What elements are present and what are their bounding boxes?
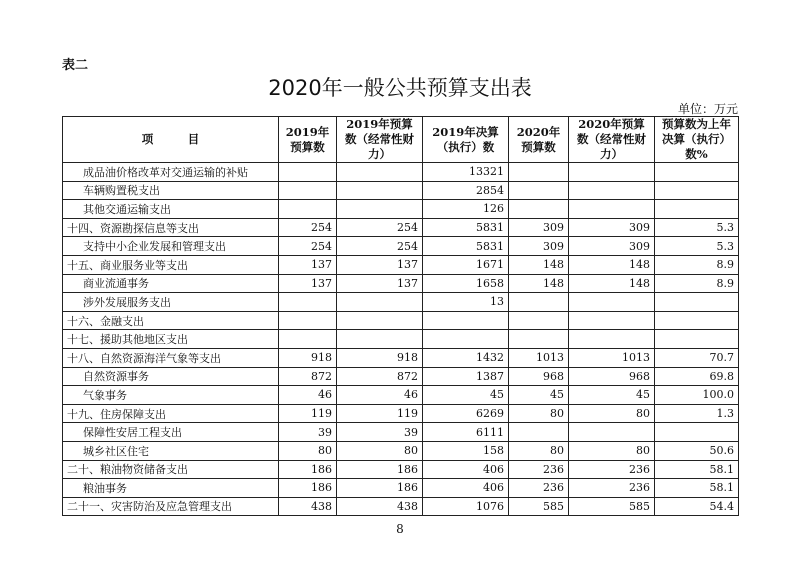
table-row (63, 386, 739, 405)
cell-2020-budget-recurring (569, 181, 655, 200)
cell-2019-budget-recurring: 918 (337, 348, 423, 367)
cell-ratio (655, 293, 739, 312)
cell-ratio: 100.0 (655, 386, 739, 405)
cell-ratio: 70.7 (655, 348, 739, 367)
cell-2019-final: 1076 (423, 497, 509, 516)
cell-ratio (655, 163, 739, 182)
cell-2019-budget-recurring (337, 163, 423, 182)
cell-ratio: 8.9 (655, 274, 739, 293)
cell-2020-budget-recurring: 236 (569, 479, 655, 498)
cell-2019-budget (279, 293, 337, 312)
cell-ratio: 5.3 (655, 218, 739, 237)
cell-2020-budget-recurring (569, 330, 655, 349)
cell-2019-budget: 119 (279, 404, 337, 423)
cell-2019-budget-recurring: 137 (337, 255, 423, 274)
cell-2020-budget: 80 (509, 404, 569, 423)
cell-ratio: 58.1 (655, 460, 739, 479)
cell-2020-budget (509, 181, 569, 200)
table-row (63, 330, 739, 349)
row-item-name: 十八、自然资源海洋气象等支出 (63, 348, 279, 367)
cell-2019-budget (279, 200, 337, 219)
cell-2019-budget-recurring: 438 (337, 497, 423, 516)
cell-2019-final: 5831 (423, 237, 509, 256)
cell-2020-budget-recurring (569, 293, 655, 312)
table-row (63, 367, 739, 386)
row-item-name: 二十一、灾害防治及应急管理支出 (63, 497, 279, 516)
column-header-2020-budget-recurring: 2020年预算数（经常性财力） (569, 117, 655, 163)
cell-2019-budget: 918 (279, 348, 337, 367)
cell-ratio: 5.3 (655, 237, 739, 256)
cell-2019-budget: 137 (279, 274, 337, 293)
row-item-name: 粮油事务 (63, 479, 279, 498)
cell-2020-budget-recurring: 148 (569, 274, 655, 293)
cell-2019-budget-recurring: 80 (337, 441, 423, 460)
row-item-name: 成品油价格改革对交通运输的补贴 (63, 163, 279, 182)
table-row (63, 423, 739, 442)
cell-2020-budget-recurring: 1013 (569, 348, 655, 367)
cell-2019-budget: 872 (279, 367, 337, 386)
cell-2020-budget: 236 (509, 479, 569, 498)
cell-2020-budget-recurring (569, 311, 655, 330)
cell-2020-budget: 45 (509, 386, 569, 405)
cell-2019-budget-recurring (337, 311, 423, 330)
cell-2019-budget (279, 311, 337, 330)
cell-2020-budget (509, 423, 569, 442)
cell-2020-budget: 80 (509, 441, 569, 460)
cell-2019-budget-recurring (337, 181, 423, 200)
cell-2019-final: 13 (423, 293, 509, 312)
table-body (63, 163, 739, 516)
table-row (63, 163, 739, 182)
row-item-name: 十九、住房保障支出 (63, 404, 279, 423)
cell-2020-budget: 1013 (509, 348, 569, 367)
table-row (63, 274, 739, 293)
cell-2019-final: 406 (423, 460, 509, 479)
cell-2019-budget: 254 (279, 218, 337, 237)
document-title: 2020年一般公共预算支出表 (268, 76, 532, 100)
cell-2019-budget: 186 (279, 460, 337, 479)
cell-2019-budget-recurring: 186 (337, 460, 423, 479)
cell-2019-budget-recurring (337, 293, 423, 312)
cell-2019-budget-recurring: 39 (337, 423, 423, 442)
table-row (63, 479, 739, 498)
cell-2019-budget-recurring: 186 (337, 479, 423, 498)
cell-2019-budget: 186 (279, 479, 337, 498)
row-item-name: 十七、援助其他地区支出 (63, 330, 279, 349)
cell-2019-budget-recurring: 254 (337, 237, 423, 256)
cell-2019-final (423, 311, 509, 330)
column-header-2019-budget-recurring: 2019年预算数（经常性财力） (337, 117, 423, 163)
cell-ratio: 8.9 (655, 255, 739, 274)
cell-2019-final: 1432 (423, 348, 509, 367)
row-item-name: 车辆购置税支出 (63, 181, 279, 200)
cell-2019-budget: 254 (279, 237, 337, 256)
table-row (63, 255, 739, 274)
cell-ratio (655, 311, 739, 330)
cell-2019-budget: 39 (279, 423, 337, 442)
cell-2020-budget-recurring: 148 (569, 255, 655, 274)
unit-label: 单位：万元 (677, 102, 738, 116)
cell-2020-budget-recurring: 309 (569, 237, 655, 256)
cell-2020-budget-recurring: 236 (569, 460, 655, 479)
cell-2019-budget: 46 (279, 386, 337, 405)
cell-2019-budget (279, 330, 337, 349)
cell-2019-final: 6269 (423, 404, 509, 423)
cell-2019-final: 5831 (423, 218, 509, 237)
table-row (63, 293, 739, 312)
cell-ratio: 1.3 (655, 404, 739, 423)
table-row (63, 181, 739, 200)
table-row (63, 348, 739, 367)
page-number: 8 (396, 522, 404, 536)
row-item-name: 涉外发展服务支出 (63, 293, 279, 312)
cell-2019-final: 13321 (423, 163, 509, 182)
cell-2020-budget-recurring: 309 (569, 218, 655, 237)
cell-2020-budget (509, 163, 569, 182)
cell-2020-budget-recurring: 585 (569, 497, 655, 516)
cell-2019-budget-recurring (337, 200, 423, 219)
cell-2020-budget (509, 293, 569, 312)
cell-2019-final (423, 330, 509, 349)
cell-2019-final: 1387 (423, 367, 509, 386)
cell-ratio: 69.8 (655, 367, 739, 386)
column-header-2020-budget: 2020年预算数 (509, 117, 569, 163)
cell-2020-budget: 585 (509, 497, 569, 516)
cell-2019-final: 158 (423, 441, 509, 460)
cell-2019-budget-recurring: 872 (337, 367, 423, 386)
column-header-ratio: 预算数为上年决算（执行）数% (655, 117, 739, 163)
cell-2019-final: 406 (423, 479, 509, 498)
cell-2019-budget-recurring: 46 (337, 386, 423, 405)
cell-2020-budget: 148 (509, 255, 569, 274)
row-item-name: 自然资源事务 (63, 367, 279, 386)
table-row (63, 460, 739, 479)
column-header-2019-final: 2019年决算（执行）数 (423, 117, 509, 163)
row-item-name: 十四、资源勘探信息等支出 (63, 218, 279, 237)
cell-2019-final: 1658 (423, 274, 509, 293)
cell-2019-budget (279, 163, 337, 182)
cell-ratio (655, 330, 739, 349)
cell-ratio (655, 423, 739, 442)
cell-2020-budget-recurring (569, 163, 655, 182)
cell-2019-budget (279, 181, 337, 200)
cell-2020-budget-recurring: 80 (569, 404, 655, 423)
table-row (63, 237, 739, 256)
cell-2020-budget-recurring: 45 (569, 386, 655, 405)
table-row (63, 404, 739, 423)
table-row (63, 218, 739, 237)
row-item-name: 十五、商业服务业等支出 (63, 255, 279, 274)
cell-2020-budget: 309 (509, 237, 569, 256)
table-row (63, 311, 739, 330)
cell-2020-budget (509, 330, 569, 349)
row-item-name: 其他交通运输支出 (63, 200, 279, 219)
row-item-name: 城乡社区住宅 (63, 441, 279, 460)
cell-ratio (655, 181, 739, 200)
table-row (63, 497, 739, 516)
row-item-name: 保障性安居工程支出 (63, 423, 279, 442)
cell-ratio: 54.4 (655, 497, 739, 516)
cell-ratio: 50.6 (655, 441, 739, 460)
cell-2020-budget (509, 200, 569, 219)
row-item-name: 二十、粮油物资储备支出 (63, 460, 279, 479)
cell-2019-budget: 80 (279, 441, 337, 460)
cell-ratio: 58.1 (655, 479, 739, 498)
table-header (63, 117, 739, 163)
cell-2019-budget-recurring: 254 (337, 218, 423, 237)
cell-2019-budget-recurring: 119 (337, 404, 423, 423)
cell-2020-budget-recurring (569, 200, 655, 219)
row-item-name: 气象事务 (63, 386, 279, 405)
cell-ratio (655, 200, 739, 219)
cell-2019-final: 1671 (423, 255, 509, 274)
cell-2019-final: 45 (423, 386, 509, 405)
cell-2019-final: 6111 (423, 423, 509, 442)
column-header-item: 项 目 (63, 117, 279, 163)
table-row (63, 200, 739, 219)
cell-2019-final: 2854 (423, 181, 509, 200)
column-header-2019-budget: 2019年预算数 (279, 117, 337, 163)
cell-2020-budget-recurring (569, 423, 655, 442)
cell-2020-budget: 968 (509, 367, 569, 386)
cell-2019-final: 126 (423, 200, 509, 219)
cell-2020-budget: 236 (509, 460, 569, 479)
cell-2020-budget: 148 (509, 274, 569, 293)
cell-2020-budget-recurring: 968 (569, 367, 655, 386)
budget-table (62, 116, 739, 516)
cell-2019-budget-recurring (337, 330, 423, 349)
row-item-name: 十六、金融支出 (63, 311, 279, 330)
cell-2020-budget (509, 311, 569, 330)
document-label: 表二 (62, 58, 89, 73)
cell-2019-budget: 137 (279, 255, 337, 274)
cell-2019-budget: 438 (279, 497, 337, 516)
cell-2020-budget: 309 (509, 218, 569, 237)
header-row (63, 117, 739, 163)
row-item-name: 支持中小企业发展和管理支出 (63, 237, 279, 256)
table-row (63, 441, 739, 460)
row-item-name: 商业流通事务 (63, 274, 279, 293)
cell-2019-budget-recurring: 137 (337, 274, 423, 293)
cell-2020-budget-recurring: 80 (569, 441, 655, 460)
